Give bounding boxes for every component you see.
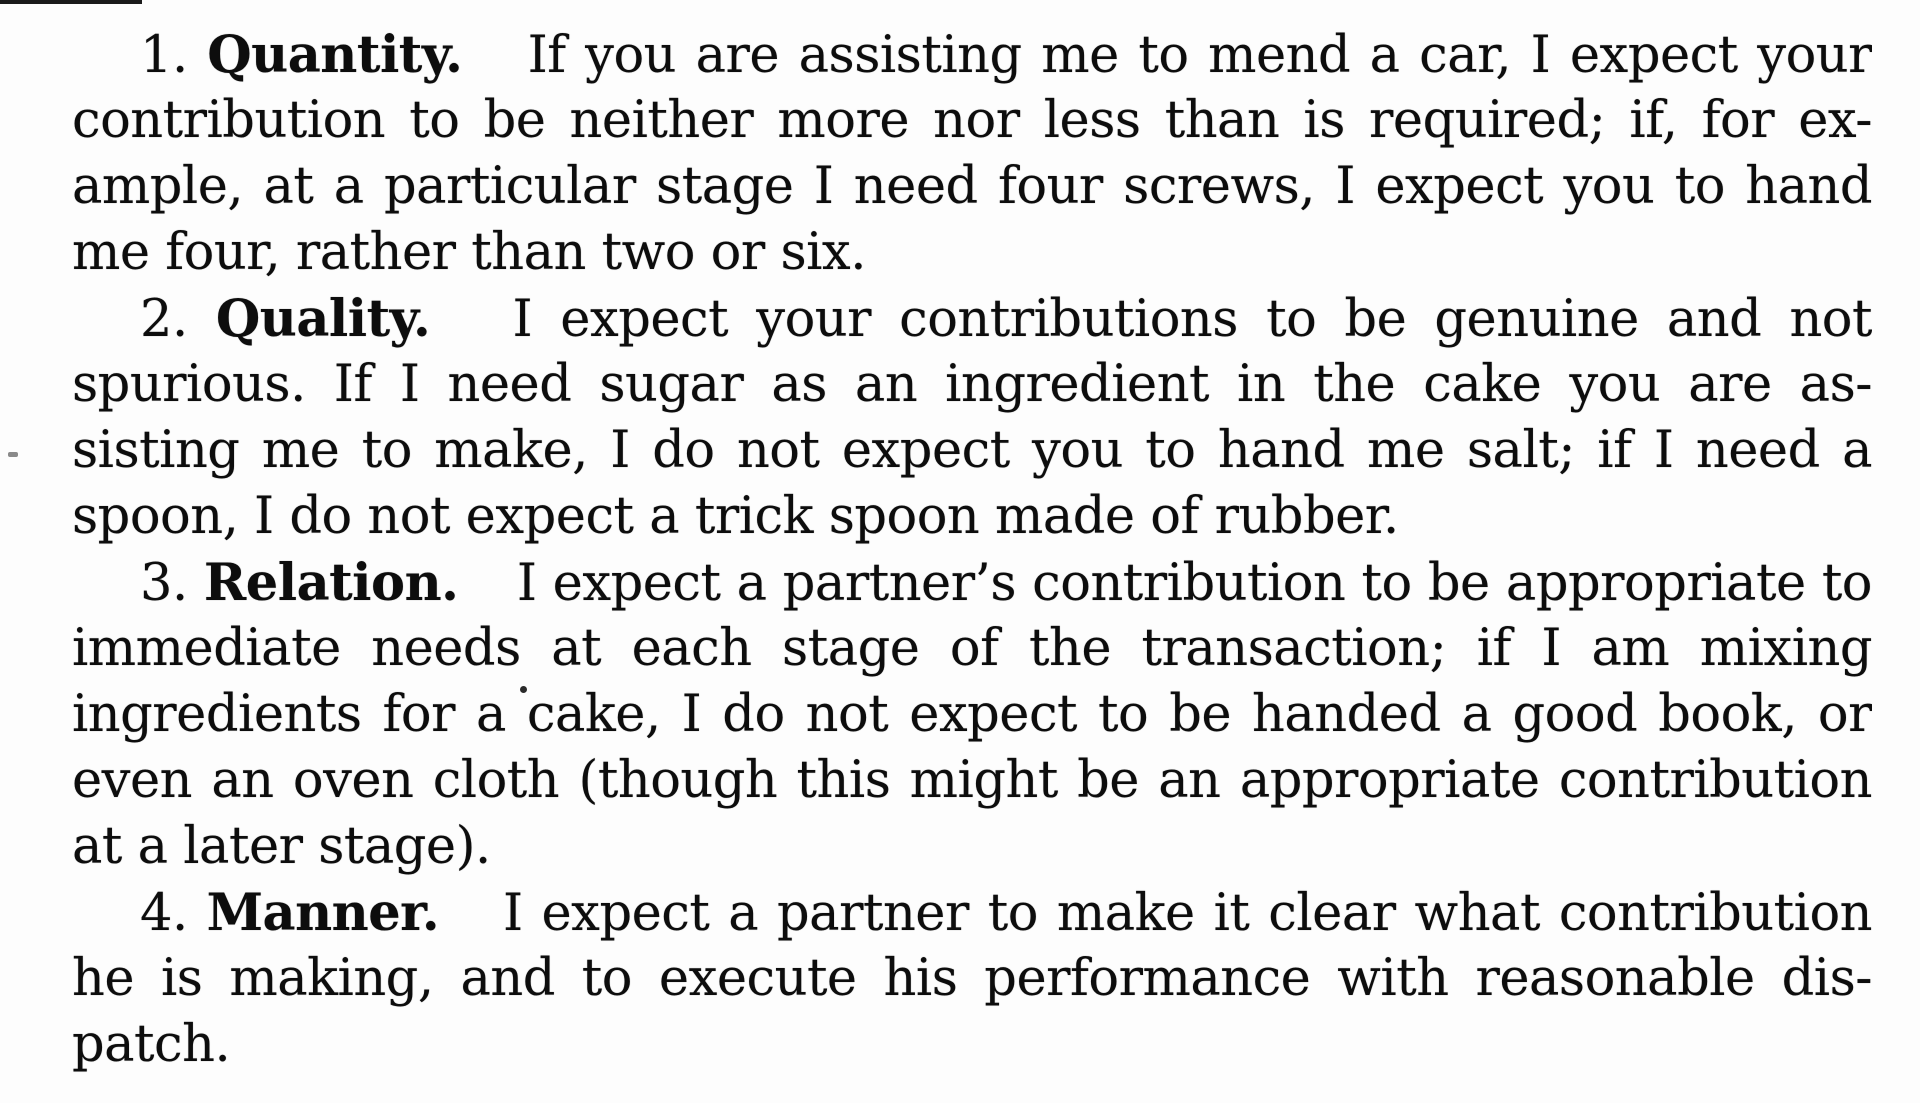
item-number: 4. — [140, 884, 188, 943]
text-line: me four, rather than two or six. — [72, 223, 866, 282]
text-line: immediate needs at each stage of the transaction; if I am mixing — [72, 619, 1872, 678]
text-line: at a later stage). — [72, 817, 491, 876]
scan-artifact-bar — [0, 0, 142, 4]
sentence-gap — [458, 929, 484, 930]
text-line: I expect your contributions to be genuine and not — [512, 290, 1872, 349]
paragraph-quantity — [72, 22, 1872, 286]
paragraph-first-line — [72, 550, 1872, 616]
text-line: If you are assisting me to mend a car, I expect your — [527, 26, 1872, 85]
text-line: contribution to be neither more nor less than is required; if, for ex- — [72, 91, 1872, 150]
item-number: 3. — [140, 554, 188, 613]
paragraph-quality — [72, 286, 1872, 550]
text-line: sisting me to make, I do not expect you to hand me salt; if I need a — [72, 421, 1872, 480]
sentence-gap — [475, 599, 501, 600]
text-line: ingredients for a cake, I do not expect to be handed a good book, or — [72, 685, 1872, 744]
paragraph-first-line — [72, 22, 1872, 88]
sentence-gap — [482, 71, 508, 72]
text-line: spoon, I do not expect a trick spoon made of rubber. — [72, 487, 1399, 546]
text-line: ample, at a particular stage I need four screws, I expect you to hand — [72, 157, 1872, 216]
paragraph-relation — [72, 550, 1872, 880]
paragraph-manner — [72, 880, 1872, 1078]
text-line: I expect a partner’s contribution to be appropriate to — [516, 554, 1872, 613]
sentence-gap — [458, 335, 484, 336]
text-line: he is making, and to execute his performance with reasonable dis- — [72, 949, 1872, 1008]
item-number: 2. — [140, 290, 188, 349]
paragraph-first-line — [72, 880, 1872, 946]
page-text — [72, 22, 1872, 1078]
text-line: patch. — [72, 1015, 231, 1074]
scan-speck — [8, 452, 18, 457]
item-number: 1. — [140, 26, 188, 85]
maxim-term: Manner. — [206, 883, 440, 943]
text-line: even an oven cloth (though this might be an appropriate contribution — [72, 751, 1872, 810]
text-line: I expect a partner to make it clear what contribution — [502, 884, 1872, 943]
paragraph-first-line — [72, 286, 1872, 352]
maxim-term: Quantity. — [207, 25, 463, 85]
text-line: spurious. If I need sugar as an ingredient in the cake you are as- — [72, 355, 1872, 414]
maxim-term: Quality. — [215, 289, 431, 349]
maxim-term: Relation. — [203, 553, 459, 613]
